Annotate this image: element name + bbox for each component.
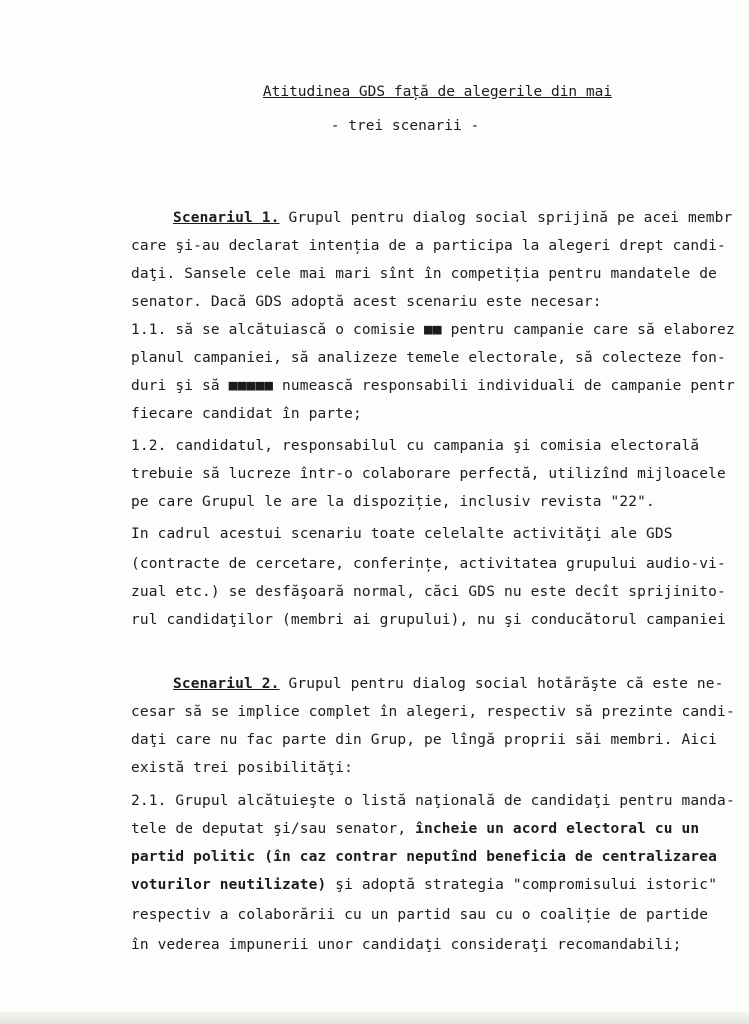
text-line: există trei posibilităţi: bbox=[131, 760, 353, 776]
text-line: care şi-au declarat intenția de a participa la alegeri drept candi- bbox=[131, 238, 726, 254]
text-line: 1.2. candidatul, responsabilul cu campania şi comisia electorală bbox=[131, 438, 700, 454]
scenario2-first-line bbox=[173, 676, 724, 692]
document-title: Atitudinea GDS față de alegerile din mai bbox=[262, 84, 613, 100]
text-line: zual etc.) se desfăşoară normal, căci GDS nu este decît sprijinito- bbox=[131, 584, 726, 600]
scenario2-heading: Scenariul 2. bbox=[173, 676, 280, 692]
document-subtitle: - trei scenarii - bbox=[330, 118, 480, 134]
text-line: 1.1. să se alcătuiască o comisie ■■ pentru campanie care să elaborez bbox=[131, 322, 735, 338]
mixed-line bbox=[131, 877, 717, 893]
bold-text: voturilor neutilizate) bbox=[131, 877, 327, 893]
bold-text: partid politic (în caz contrar neputînd beneficia de centralizarea bbox=[131, 849, 718, 865]
page-bottom-edge bbox=[0, 1012, 749, 1024]
bold-text: încheie un acord electoral cu un bbox=[406, 821, 700, 837]
text-line: (contracte de cercetare, conferințe, activitatea grupului audio-vi- bbox=[131, 556, 726, 572]
text-line: pe care Grupul le are la dispoziție, inclusiv revista "22". bbox=[131, 494, 655, 510]
text-line: senator. Dacă GDS adoptă acest scenariu este necesar: bbox=[131, 294, 602, 310]
text-line: daţi. Sansele cele mai mari sînt în competiția pentru mandatele de bbox=[131, 266, 718, 282]
text-line: şi adoptă strategia "compromisului istoric" bbox=[326, 877, 718, 893]
text-line: rul candidaţilor (membri ai grupului), nu şi conducătorul campaniei bbox=[131, 612, 726, 628]
text-line: în vederea impunerii unor candidaţi consideraţi recomandabili; bbox=[131, 937, 682, 953]
text-line: 2.1. Grupul alcătuieşte o listă naţională de candidaţi pentru manda- bbox=[131, 793, 735, 809]
text-line: respectiv a colaborării cu un partid sau cu o coaliție de partide bbox=[131, 907, 709, 923]
text-line: In cadrul acestui scenariu toate celelalte activităţi ale GDS bbox=[131, 526, 673, 542]
scenario1-heading: Scenariul 1. bbox=[173, 210, 280, 226]
scenario1-first-line bbox=[173, 210, 732, 226]
text-line: Grupul pentru dialog social sprijină pe acei membr bbox=[279, 210, 733, 226]
text-line: cesar să se implice complet în alegeri, respectiv să prezinte candi- bbox=[131, 704, 735, 720]
text-line: duri şi să ■■■■■ numească responsabili individuali de campanie pentr bbox=[131, 378, 735, 394]
text-line: tele de deputat şi/sau senator, bbox=[131, 821, 407, 837]
mixed-line bbox=[131, 821, 699, 837]
text-line: planul campaniei, să analizeze temele electorale, să colecteze fon- bbox=[131, 350, 726, 366]
text-line: daţi care nu fac parte din Grup, pe lîngă proprii săi membri. Aici bbox=[131, 732, 718, 748]
text-line: Grupul pentru dialog social hotărăşte că este ne- bbox=[279, 676, 724, 692]
text-line: trebuie să lucreze într-o colaborare perfectă, utilizînd mijloacele bbox=[131, 466, 726, 482]
text-line: fiecare candidat în parte; bbox=[131, 406, 362, 422]
